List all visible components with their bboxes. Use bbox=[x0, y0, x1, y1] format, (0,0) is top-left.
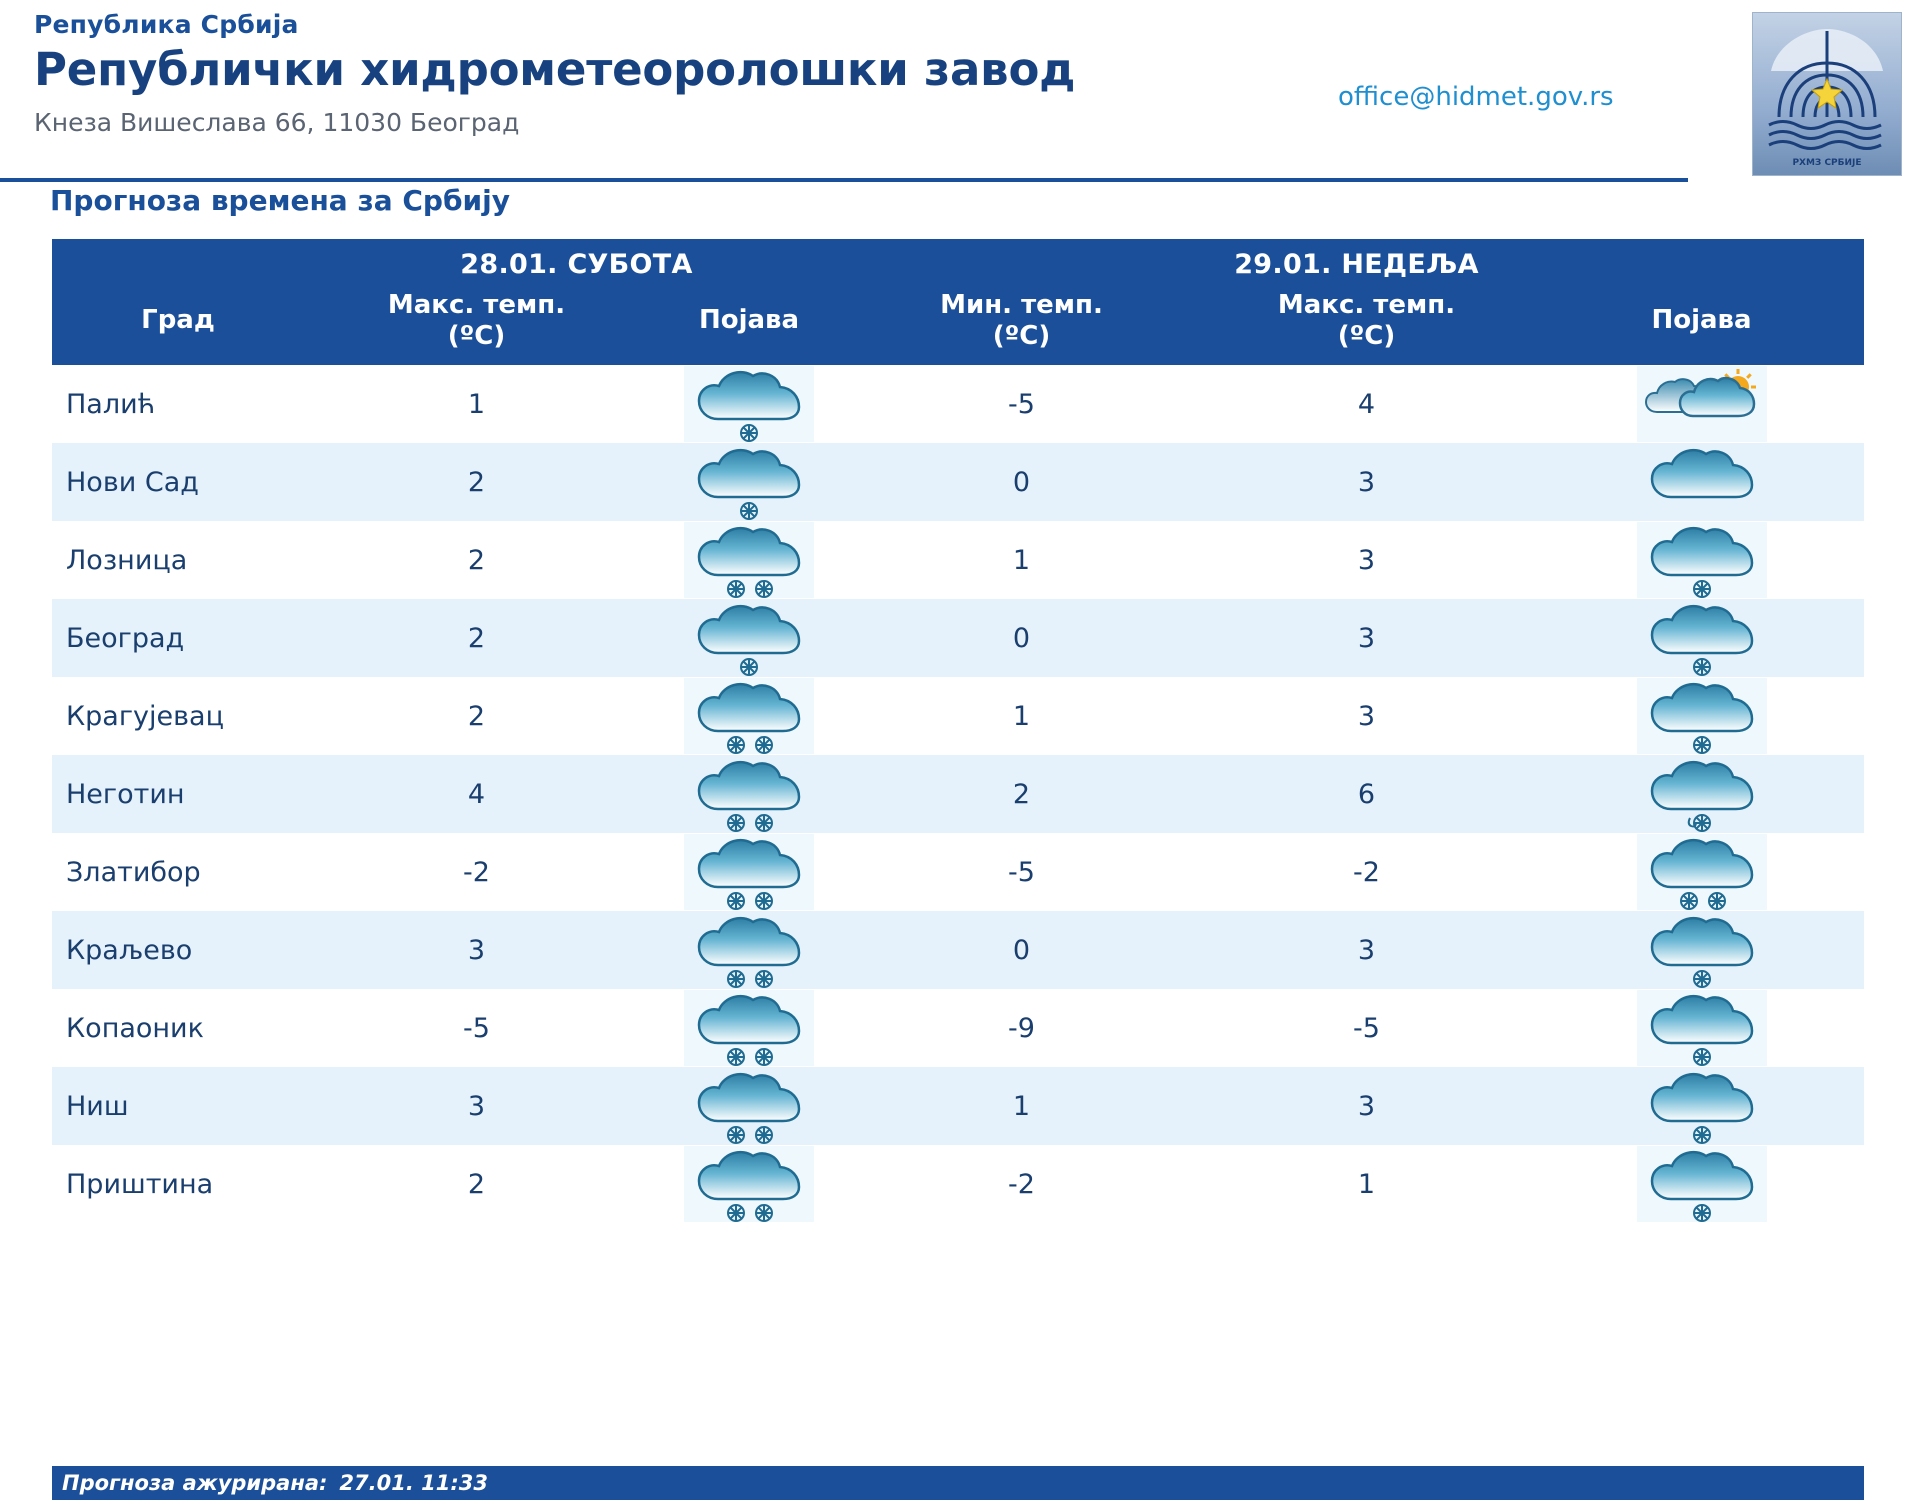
cell-phenomenon-day1 bbox=[649, 755, 849, 833]
col-header-max-temp-day1-unit: (ºC) bbox=[447, 320, 506, 351]
header-divider bbox=[0, 178, 1688, 182]
cell-min-temp-day2: 0 bbox=[849, 443, 1194, 521]
cloud-snow-light-icon bbox=[1637, 990, 1767, 1066]
table-row bbox=[52, 365, 1864, 443]
cell-max-temp-day2: 3 bbox=[1194, 1067, 1539, 1145]
col-header-max-temp-day2 bbox=[1194, 286, 1539, 365]
cell-phenomenon-day1 bbox=[649, 911, 849, 989]
organization-name: Републички хидрометеоролошки завод bbox=[34, 43, 1076, 96]
cell-max-temp-day1: 4 bbox=[304, 755, 649, 833]
page-title: Прогноза времена за Србију bbox=[50, 184, 510, 217]
cloud-snow-icon bbox=[684, 678, 814, 754]
cloud-snow-light-icon bbox=[1637, 678, 1767, 754]
cell-max-temp-day2: 4 bbox=[1194, 365, 1539, 443]
cell-max-temp-day1: -5 bbox=[304, 989, 649, 1067]
organization-address: Кнеза Вишеслава 66, 11030 Београд bbox=[34, 108, 520, 137]
cell-min-temp-day2: 1 bbox=[849, 1067, 1194, 1145]
cell-city: Крагујевац bbox=[52, 677, 304, 755]
table-row bbox=[52, 833, 1864, 911]
table-row bbox=[52, 599, 1864, 677]
table-day-header-row bbox=[52, 239, 1864, 286]
cell-phenomenon-day1 bbox=[649, 443, 849, 521]
cell-min-temp-day2: -5 bbox=[849, 833, 1194, 911]
cloud-snow-light-icon bbox=[1637, 1146, 1767, 1222]
col-header-min-temp-day2 bbox=[849, 286, 1194, 365]
contact-email-link[interactable]: office@hidmet.gov.rs bbox=[1338, 82, 1614, 112]
table-body bbox=[52, 365, 1864, 1223]
cell-max-temp-day1: 2 bbox=[304, 599, 649, 677]
table-row bbox=[52, 443, 1864, 521]
update-label: Прогноза ажурирана: bbox=[62, 1471, 328, 1495]
cell-max-temp-day1: 2 bbox=[304, 677, 649, 755]
table-row bbox=[52, 521, 1864, 599]
update-timestamp: 27.01. 11:33 bbox=[339, 1471, 488, 1495]
day1-header: 28.01. СУБОТА bbox=[304, 239, 849, 286]
cell-min-temp-day2: 1 bbox=[849, 677, 1194, 755]
col-header-max-temp-day1 bbox=[304, 286, 649, 365]
cell-phenomenon-day2 bbox=[1539, 833, 1864, 911]
country-name: Република Србија bbox=[34, 10, 299, 39]
cloud-snow-icon bbox=[684, 1146, 814, 1222]
cell-max-temp-day1: 2 bbox=[304, 521, 649, 599]
cloud-snow-light-icon bbox=[1637, 522, 1767, 598]
cloud-rain-snow-icon bbox=[1637, 756, 1767, 832]
cell-phenomenon-day2 bbox=[1539, 989, 1864, 1067]
cell-phenomenon-day1 bbox=[649, 599, 849, 677]
cell-city: Приштина bbox=[52, 1145, 304, 1223]
cell-max-temp-day2: 3 bbox=[1194, 443, 1539, 521]
cloud-snow-icon bbox=[684, 756, 814, 832]
cell-city: Неготин bbox=[52, 755, 304, 833]
cell-phenomenon-day1 bbox=[649, 1145, 849, 1223]
cell-phenomenon-day2 bbox=[1539, 677, 1864, 755]
update-status-bar bbox=[52, 1466, 1864, 1500]
cell-phenomenon-day2 bbox=[1539, 365, 1864, 443]
table-row bbox=[52, 1145, 1864, 1223]
cell-max-temp-day1: 3 bbox=[304, 911, 649, 989]
cell-city: Лозница bbox=[52, 521, 304, 599]
cell-city: Копаоник bbox=[52, 989, 304, 1067]
cloud-snow-light-icon bbox=[1637, 600, 1767, 676]
col-header-min-temp-day2-label: Мин. темп. bbox=[940, 290, 1103, 320]
table-head bbox=[52, 239, 1864, 365]
cell-city: Ниш bbox=[52, 1067, 304, 1145]
cell-phenomenon-day2 bbox=[1539, 521, 1864, 599]
cloud-snow-icon bbox=[684, 1068, 814, 1144]
cell-max-temp-day1: 1 bbox=[304, 365, 649, 443]
cloud-snow-icon bbox=[684, 912, 814, 988]
cell-max-temp-day2: 3 bbox=[1194, 521, 1539, 599]
col-header-max-temp-day2-label: Макс. темп. bbox=[1277, 290, 1456, 320]
cell-phenomenon-day1 bbox=[649, 365, 849, 443]
cell-max-temp-day1: -2 bbox=[304, 833, 649, 911]
col-header-city: Град bbox=[52, 286, 304, 365]
cloud-icon bbox=[1637, 444, 1767, 520]
cell-city: Нови Сад bbox=[52, 443, 304, 521]
cell-min-temp-day2: -9 bbox=[849, 989, 1194, 1067]
table-row bbox=[52, 911, 1864, 989]
cloud-snow-icon bbox=[684, 990, 814, 1066]
cell-phenomenon-day2 bbox=[1539, 443, 1864, 521]
cell-max-temp-day1: 2 bbox=[304, 1145, 649, 1223]
cell-min-temp-day2: -5 bbox=[849, 365, 1194, 443]
cloud-sun-icon bbox=[1637, 366, 1767, 442]
cell-min-temp-day2: 0 bbox=[849, 599, 1194, 677]
cloud-snow-icon bbox=[684, 522, 814, 598]
cell-max-temp-day2: -5 bbox=[1194, 989, 1539, 1067]
cloud-snow-icon bbox=[1637, 834, 1767, 910]
cloud-snow-light-icon bbox=[684, 366, 814, 442]
table-row bbox=[52, 677, 1864, 755]
cell-min-temp-day2: 1 bbox=[849, 521, 1194, 599]
cell-phenomenon-day2 bbox=[1539, 911, 1864, 989]
cloud-snow-icon bbox=[684, 834, 814, 910]
col-header-max-temp-day1-label: Макс. темп. bbox=[387, 290, 566, 320]
forecast-table-wrapper bbox=[52, 239, 1864, 1223]
cell-phenomenon-day1 bbox=[649, 989, 849, 1067]
table-row bbox=[52, 755, 1864, 833]
cell-max-temp-day2: 3 bbox=[1194, 677, 1539, 755]
cell-city: Златибор bbox=[52, 833, 304, 911]
cell-max-temp-day2: 6 bbox=[1194, 755, 1539, 833]
cell-phenomenon-day1 bbox=[649, 833, 849, 911]
col-header-min-temp-day2-unit: (ºC) bbox=[992, 320, 1051, 351]
cell-phenomenon-day2 bbox=[1539, 755, 1864, 833]
cell-min-temp-day2: 2 bbox=[849, 755, 1194, 833]
cell-phenomenon-day2 bbox=[1539, 599, 1864, 677]
cell-phenomenon-day1 bbox=[649, 1067, 849, 1145]
cloud-snow-light-icon bbox=[1637, 1068, 1767, 1144]
cell-phenomenon-day1 bbox=[649, 677, 849, 755]
cloud-snow-light-icon bbox=[1637, 912, 1767, 988]
cell-city: Београд bbox=[52, 599, 304, 677]
cell-phenomenon-day1 bbox=[649, 521, 849, 599]
cell-city: Палић bbox=[52, 365, 304, 443]
cell-max-temp-day1: 2 bbox=[304, 443, 649, 521]
cell-max-temp-day2: -2 bbox=[1194, 833, 1539, 911]
cell-max-temp-day2: 1 bbox=[1194, 1145, 1539, 1223]
day2-header: 29.01. НЕДЕЉА bbox=[849, 239, 1864, 286]
col-header-phenomenon-day2: Појава bbox=[1539, 286, 1864, 365]
col-header-phenomenon-day1: Појава bbox=[649, 286, 849, 365]
svg-text:РХМЗ СРБИЈЕ: РХМЗ СРБИЈЕ bbox=[1792, 158, 1862, 168]
table-row bbox=[52, 989, 1864, 1067]
table-row bbox=[52, 1067, 1864, 1145]
cell-min-temp-day2: 0 bbox=[849, 911, 1194, 989]
cell-max-temp-day2: 3 bbox=[1194, 599, 1539, 677]
page-header bbox=[0, 0, 1920, 172]
cloud-snow-light-icon bbox=[684, 600, 814, 676]
col-header-max-temp-day2-unit: (ºC) bbox=[1337, 320, 1396, 351]
cell-max-temp-day2: 3 bbox=[1194, 911, 1539, 989]
day-header-spacer bbox=[52, 239, 304, 286]
cell-phenomenon-day2 bbox=[1539, 1067, 1864, 1145]
forecast-table bbox=[52, 239, 1864, 1223]
cell-phenomenon-day2 bbox=[1539, 1145, 1864, 1223]
table-column-header-row bbox=[52, 286, 1864, 365]
cloud-snow-light-icon bbox=[684, 444, 814, 520]
cell-max-temp-day1: 3 bbox=[304, 1067, 649, 1145]
rhmz-logo-icon bbox=[1752, 12, 1902, 176]
cell-min-temp-day2: -2 bbox=[849, 1145, 1194, 1223]
cell-city: Краљево bbox=[52, 911, 304, 989]
